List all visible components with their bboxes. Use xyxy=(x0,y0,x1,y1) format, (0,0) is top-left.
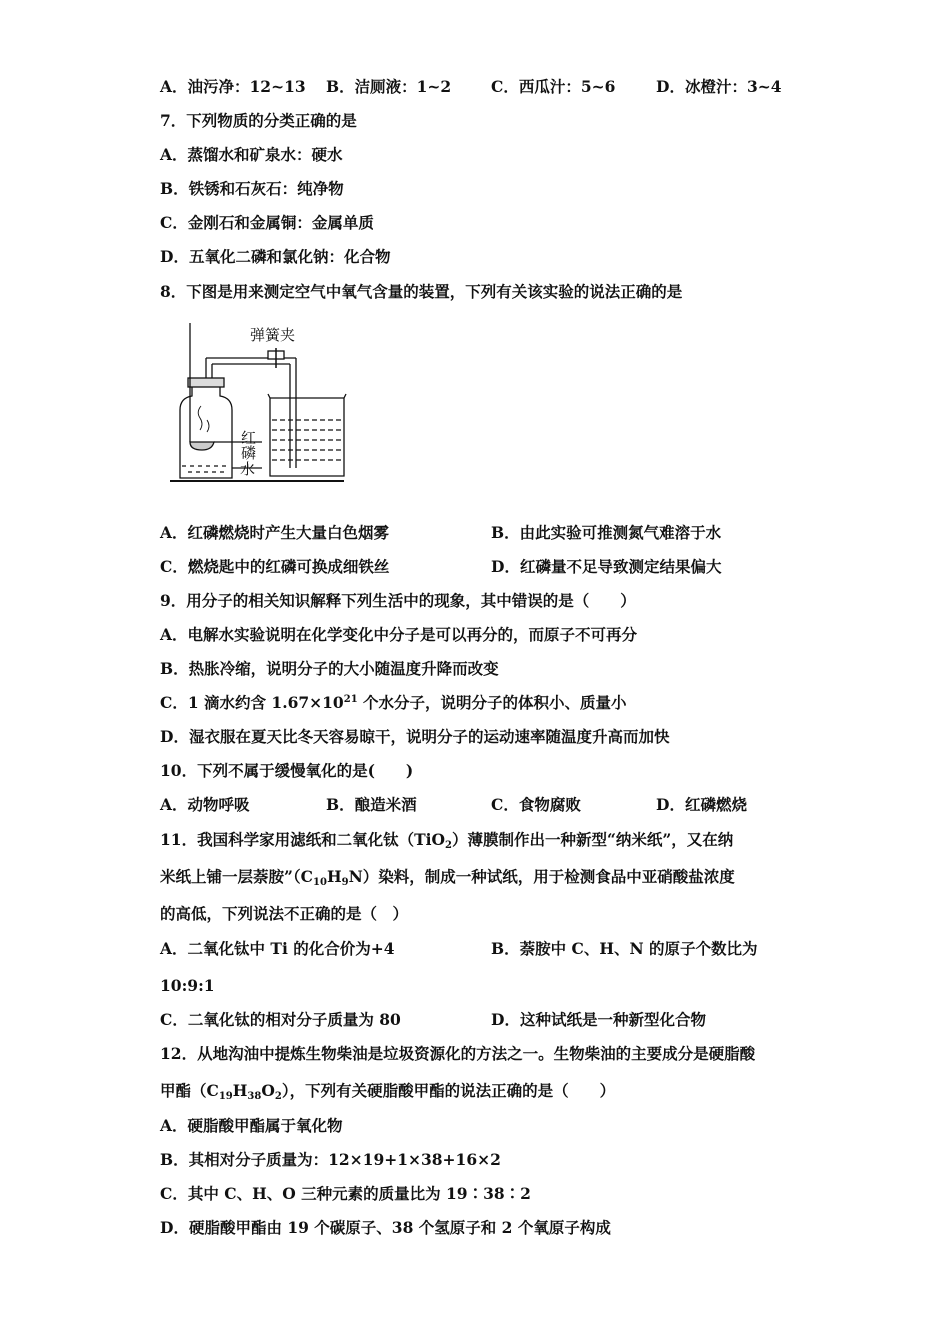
q10-option-c: C．食物腐败 xyxy=(491,795,581,814)
q9-stem: 9．用分子的相关知识解释下列生活中的现象，其中错误的是（ ） xyxy=(160,591,636,610)
q10-option-a: A．动物呼吸 xyxy=(160,795,250,814)
q10-option-d: D．红磷燃烧 xyxy=(656,795,747,814)
q6-option-c: C．西瓜汁：5~6 xyxy=(491,77,616,96)
q11-option-b: B．萘胺中 C、H、N 的原子个数比为 xyxy=(491,939,758,958)
q11-line2-sub1: 10 xyxy=(313,877,327,888)
q9-option-a: A．电解水实验说明在化学变化中分子是可以再分的，而原子不可再分 xyxy=(160,625,638,644)
q12-line2-sub1: 19 xyxy=(218,1091,233,1102)
oxygen-apparatus-figure xyxy=(160,318,360,488)
q9-option-b: B．热胀冷缩，说明分子的大小随温度升降而改变 xyxy=(160,659,499,678)
q7-stem: 7．下列物质的分类正确的是 xyxy=(160,111,357,130)
q11-option-d: D．这种试纸是一种新型化合物 xyxy=(491,1010,706,1029)
q9-option-d: D．湿衣服在夏天比冬天容易晾干，说明分子的运动速率随温度升高而加快 xyxy=(160,727,670,746)
q12-line2-h: H xyxy=(232,1081,248,1100)
q8-stem: 8．下图是用来测定空气中氧气含量的装置，下列有关该实验的说法正确的是 xyxy=(160,282,683,301)
q7-option-d: D．五氧化二磷和氯化钠：化合物 xyxy=(160,247,391,266)
q11-line2-post: N）染料，制成一种试纸，用于检测食品中亚硝酸盐浓度 xyxy=(348,867,735,886)
q9-option-c xyxy=(160,693,627,713)
q8-option-d: D．红磷量不足导致测定结果偏大 xyxy=(491,557,722,576)
q9-option-c-post: 个水分子，说明分子的体积小、质量小 xyxy=(357,693,627,712)
q9-option-c-exponent: 21 xyxy=(343,694,358,705)
q11-line1-post: ）薄膜制作出一种新型“纳米纸”，又在纳 xyxy=(451,830,734,849)
q12-line2-sub2: 38 xyxy=(247,1091,262,1102)
q6-option-a: A．油污净：12~13 xyxy=(160,77,306,96)
apparatus-diagram xyxy=(160,318,360,488)
q8-option-c: C．燃烧匙中的红磷可换成细铁丝 xyxy=(160,557,390,576)
q11-option-a: A．二氧化钛中 Ti 的化合价为+4 xyxy=(160,939,395,958)
q7-option-c: C．金刚石和金属铜：金属单质 xyxy=(160,213,374,232)
q11-line1-pre: 11．我国科学家用滤纸和二氧化钛（TiO xyxy=(160,830,445,849)
q12-option-a: A．硬脂酸甲酯属于氧化物 xyxy=(160,1116,343,1135)
q6-option-d: D．冰橙汁：3~4 xyxy=(656,77,782,96)
q11-option-b-continued: 10:9:1 xyxy=(160,976,215,995)
phosphorus-label: 红磷 xyxy=(239,430,257,460)
water-label: 水 xyxy=(240,460,256,478)
q11-line1-sub: 2 xyxy=(445,840,452,851)
q12-option-b: B．其相对分子质量为：12×19+1×38+16×2 xyxy=(160,1150,501,1169)
q12-line2-pre: 甲酯（C xyxy=(160,1081,219,1100)
q11-stem-line-3: 的高低，下列说法不正确的是（ ） xyxy=(160,904,409,923)
q9-option-c-pre: C．1 滴水约含 1.67×10 xyxy=(160,693,344,712)
q10-stem: 10．下列不属于缓慢氧化的是( ) xyxy=(160,761,414,780)
q11-stem-line-1 xyxy=(160,830,733,850)
q12-option-d: D．硬脂酸甲酯由 19 个碳原子、38 个氢原子和 2 个氧原子构成 xyxy=(160,1218,611,1237)
q12-option-c: C．其中 C、H、O 三种元素的质量比为 19∶38∶2 xyxy=(160,1184,531,1203)
q12-stem-line-2 xyxy=(160,1081,615,1101)
q11-line2-pre: 米纸上铺一层萘胺”（C xyxy=(160,867,314,886)
q12-line2-sub3: 2 xyxy=(274,1091,282,1102)
q11-line2-mid: H xyxy=(326,867,342,886)
q7-option-a: A．蒸馏水和矿泉水：硬水 xyxy=(160,145,343,164)
q8-option-a: A．红磷燃烧时产生大量白色烟雾 xyxy=(160,523,390,542)
clip-label: 弹簧夹 xyxy=(250,326,296,344)
q11-option-c: C．二氧化钛的相对分子质量为 80 xyxy=(160,1010,401,1029)
q6-option-b: B．洁厕液：1~2 xyxy=(326,77,452,96)
q11-line2-sub2: 9 xyxy=(341,877,349,888)
q12-stem-line-1: 12．从地沟油中提炼生物柴油是垃圾资源化的方法之一。生物柴油的主要成分是硬脂酸 xyxy=(160,1044,756,1063)
q8-option-b: B．由此实验可推测氮气难溶于水 xyxy=(491,523,722,542)
q7-option-b: B．铁锈和石灰石：纯净物 xyxy=(160,179,344,198)
q12-line2-o: O xyxy=(261,1081,275,1100)
q10-option-b: B．酿造米酒 xyxy=(326,795,417,814)
q11-stem-line-2 xyxy=(160,867,735,887)
q12-line2-post: ），下列有关硬脂酸甲酯的说法正确的是（ ） xyxy=(281,1081,616,1100)
